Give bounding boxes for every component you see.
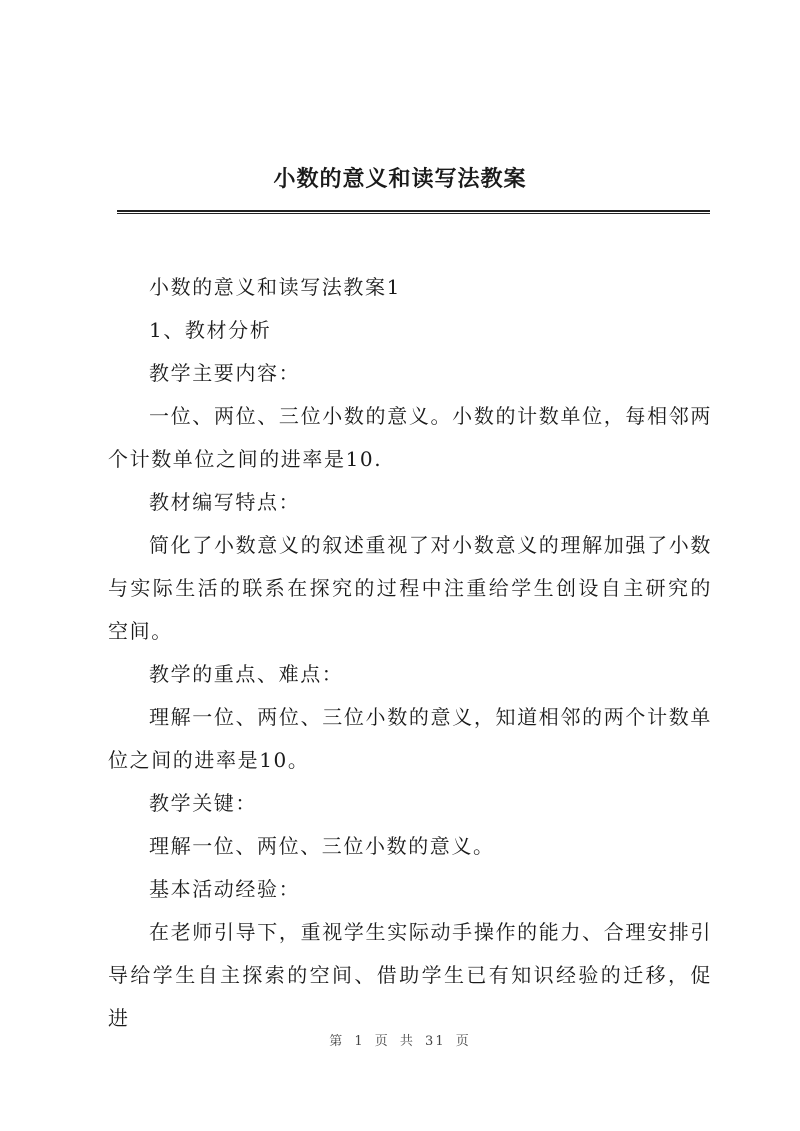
title-divider	[117, 210, 710, 214]
paragraph: 教学关键：	[149, 791, 257, 815]
subsection-heading: 1、教材分析	[149, 318, 272, 342]
paragraph: 理解一位、两位、三位小数的意义，知道相邻的两个计数单位之间的进率是10。	[108, 705, 712, 772]
paragraph: 教学主要内容：	[149, 361, 301, 385]
paragraph: 简化了小数意义的叙述重视了对小数意义的理解加强了小数与实际生活的联系在探究的过程中注重给学生创设自主研究的空间。	[108, 533, 712, 643]
paragraph: 教材编写特点：	[149, 490, 301, 514]
page-number-footer: 第 1 页 共 31 页	[329, 1034, 471, 1049]
paragraph: 教学的重点、难点：	[149, 662, 344, 686]
page-title: 小数的意义和读写法教案	[273, 167, 527, 192]
paragraph: 理解一位、两位、三位小数的意义。	[149, 834, 495, 858]
document-body	[108, 266, 712, 1040]
section-heading: 小数的意义和读写法教案1	[149, 275, 401, 299]
paragraph: 在老师引导下，重视学生实际动手操作的能力、合理安排引导给学生自主探索的空间、借助学生已有知识经验的迁移，促进	[108, 920, 712, 1030]
paragraph: 基本活动经验：	[149, 877, 301, 901]
paragraph: 一位、两位、三位小数的意义。小数的计数单位，每相邻两个计数单位之间的进率是10.	[108, 404, 712, 471]
